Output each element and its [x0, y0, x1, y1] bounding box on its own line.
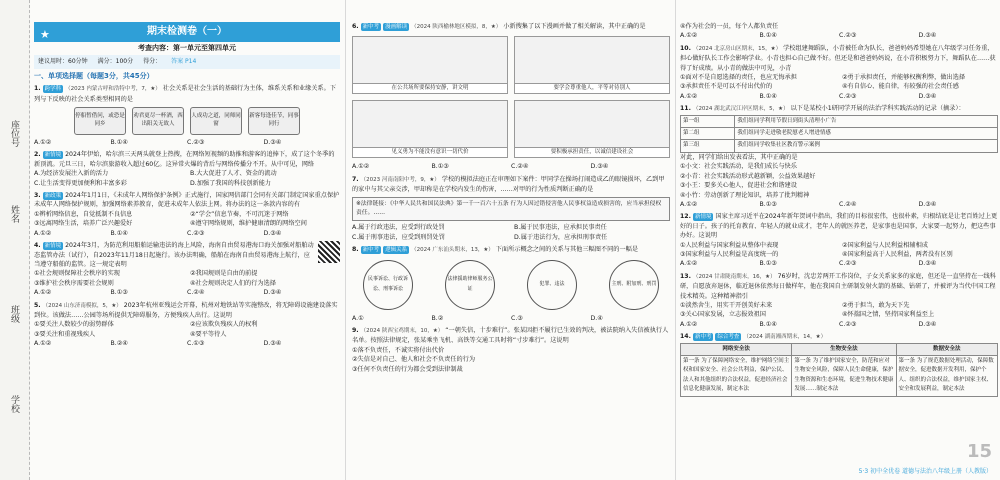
question-text: 2023年杭州亚残运会开幕，杭州对地铁站等实施整改，将无障碍设施建设落实到位。该做法……公园等场所提供无障碍服务，方便残疾人出行。这说明 [34, 301, 338, 319]
question-text: 学校的模拟法庭正在审理如下案件：甲同学在操场打闹造成乙的眼镜损坏，乙到甲的家中与其父亲交涉，甲却称是在学校内发生的伤害，……对甲的行为性质判断正确的是 [352, 175, 665, 194]
option[interactable]: D.③④ [263, 139, 282, 147]
question-source: （2024 陕西榆林地区模拟，8，★） [411, 24, 502, 30]
cartoon-grid [352, 36, 670, 158]
question-source: （2024 甘肃陇南期末，16，★） [692, 273, 776, 280]
exam-scope: 考查内容：第一单元至第四单元 [138, 44, 236, 52]
statement: ③任何不负责任的行为都会受到法律制裁 [352, 365, 463, 373]
option[interactable]: A.①② [34, 289, 52, 297]
question-8 [352, 245, 670, 323]
question-source: （2024 广东汕头期末，13，★） [411, 247, 494, 254]
question-source: （2024 山东济南模拟，5，★） [42, 302, 122, 309]
answer-options [352, 162, 670, 171]
option[interactable]: C.②③ [187, 139, 205, 147]
question-7 [352, 175, 670, 242]
option[interactable]: A.①② [34, 139, 52, 147]
option[interactable]: C.②③ [839, 320, 857, 328]
statement: ①落不负责任，不诚实将付出代价 [352, 346, 445, 354]
class-label: 班级 [9, 305, 19, 323]
option[interactable]: A.①② [680, 320, 698, 328]
column-divider [345, 0, 346, 480]
question-followup: 对此，同学们给出发表看法，其中正确的是 [680, 153, 798, 161]
question-number: 6. [352, 23, 359, 30]
column-3 [680, 0, 998, 480]
exam-meta [34, 55, 340, 68]
name-label: 姓名 [9, 205, 19, 223]
statement: ④要平等待人 [190, 330, 227, 338]
question-tag: 新中考 [362, 24, 380, 30]
activity-table [680, 115, 998, 153]
option[interactable]: D.③④ [918, 200, 937, 208]
option[interactable]: A.属于行政违法，应受到行政处罚 [352, 224, 445, 232]
statement: ④作为社会的一员，每个人都负责任 [680, 23, 779, 30]
question-number: 4. [34, 242, 41, 250]
concept-circle: 民事诉讼、行政诉讼、刑事诉讼 [363, 260, 413, 310]
question-tag: 新中考 [694, 334, 712, 341]
question-14 [680, 332, 998, 396]
question-number: 2. [34, 151, 41, 159]
question-tag: 跨学科 [44, 86, 62, 93]
question-text: 2024年3月，为防范利用船舶运输违法的海上风险，海南自由贸易港海口海关加强对船舶动态监管办法（试行），自2023年11月18日起施行。该办法明确，船舶在海南自由贸易港海上航行，应当遵守船舶的监管。这一规定表明 [34, 242, 314, 268]
question-number: 7. [352, 175, 359, 183]
table-cell: 第一条 为了规范数据处理活动，保障数据安全，促进数据开发利用，保护个人、组织的合法权益，维护国家主权、安全和发展利益，制定本法 [896, 356, 998, 397]
option[interactable]: C.②④ [511, 163, 529, 171]
statement: ②勇于承担责任，并能够权衡利弊，做出选择 [842, 74, 966, 82]
option[interactable]: C.②③ [187, 229, 205, 237]
option[interactable]: C.②③ [839, 32, 857, 40]
option[interactable]: D.属于违法行为，应承担刑事责任 [514, 233, 608, 241]
answer-options [680, 320, 998, 329]
scroll-card: 新客每逢佳节，同事同行 [248, 107, 300, 135]
answer-options [352, 314, 670, 323]
book-footer: 5·3 初中全优卷 道德与法治八年级上册（人教版） [858, 467, 992, 475]
option[interactable]: B.属于民事违法，应承担民事责任 [514, 224, 607, 232]
cartoon-panel [514, 36, 670, 94]
question-text: 社会关系是社会生活的基础行为主体，维系关系和业缘关系。下列与下反映的社会关系类型相同的是 [34, 85, 337, 103]
answer-options [34, 229, 340, 238]
statement-list [34, 269, 340, 288]
question-text: 国家主席习近平在2024年新年贺词中指出，我们的目标很宏伟，也很朴素，归根结底是让老百姓过上更好的日子。孩子的托育教育、年轻人的就业成才，老年人的就医养老，是家事也是国事，大家要一起努力，把这些事办好。这说明 [680, 213, 998, 240]
table-header: 生物安全法 [792, 343, 896, 355]
option[interactable]: C.属于刑事违法，应受到刑罚处罚 [352, 233, 445, 241]
option[interactable]: C.②③ [839, 260, 857, 268]
option[interactable]: A.①② [680, 200, 698, 208]
option[interactable]: D.③④ [263, 289, 282, 297]
option[interactable]: A.①② [680, 92, 698, 100]
statement: ①辨析网络信息，自觉抵制不良信息 [34, 210, 133, 218]
cartoon-panel [352, 36, 508, 94]
question-number: 5. [34, 301, 41, 309]
table-cell: 我们组同学走进敬老院慰老人增进情感 [735, 128, 998, 140]
answer-options [34, 169, 340, 188]
cartoon-caption: 要积极承担责任，以诚信建设社会 [515, 147, 669, 157]
cartoon-caption: 要学会尊重他人，平等对待别人 [515, 83, 669, 93]
statement: ②小青：社会实践活动形式越新颖，公益效果越好 [680, 172, 816, 180]
option[interactable]: D.③④ [918, 320, 937, 328]
question-number: 12. [680, 213, 691, 221]
question-text: 小新搜集了以下漫画并做了相关解读，其中正确的是 [503, 23, 646, 30]
option[interactable]: D.③④ [918, 32, 937, 40]
option[interactable]: B.①③ [431, 163, 449, 171]
statement: ③要关注和重视残疾人 [34, 330, 96, 338]
question-tag: 新情境 [44, 243, 62, 250]
statement-list [680, 73, 998, 92]
statement-list [680, 301, 998, 320]
statement: ①小文：社会实践活动，是我们成长与快乐 [680, 163, 797, 171]
statement: ②我国规则是自由的前提 [190, 270, 258, 278]
column-divider [675, 0, 676, 480]
question-number: 3. [34, 192, 41, 200]
score-field: 得分： [143, 58, 162, 66]
question-source: （2023 河南南阳中考，9，★） [360, 176, 440, 183]
table-header-row [681, 343, 998, 355]
option[interactable]: C.②③ [839, 92, 857, 100]
qr-code-icon [318, 241, 340, 263]
column-2 [352, 0, 670, 480]
scroll-card: 人成功之道，同师同窗 [190, 107, 242, 135]
statement: ②勇于担当，敢为天下先 [842, 301, 910, 309]
question-number: 9. [352, 327, 359, 335]
exam-title-banner [34, 22, 340, 42]
section-heading: 一、单项选择题（每题3分，共45分） [34, 71, 154, 80]
question-9 [352, 326, 670, 374]
question-number: 8. [352, 246, 359, 254]
statement: ④有自信心、能自律，有较强的社会责任感 [842, 83, 959, 91]
question-number: 13. [680, 272, 691, 280]
question-13 [680, 272, 998, 329]
option[interactable]: A.① [352, 314, 364, 322]
question-text: 下面所示概念之间的关系与其他三幅图不同的一幅是 [495, 246, 639, 254]
school-label: 学校 [9, 395, 19, 413]
question-11 [680, 104, 998, 209]
statement: ④小竹：劳动创新了理论知识，培养了批判精神 [680, 191, 810, 199]
option[interactable]: C.②④ [187, 289, 205, 297]
statement: ④遵守网络规则，维护健康清朗的网络空间 [190, 220, 307, 228]
question-text: 2024年伊始，哈尔滨三天两头就登上热搜，在网络短视频的助推和游客的追捧下，成了这个冬季的新顶流。元旦三日，哈尔滨旅游收入超过60亿。这异常火爆的背后与网络传播分不开。从中可见，网络 [34, 151, 335, 168]
table-header: 网络安全法 [681, 343, 792, 355]
scroll-card: 停船暂借问，或恐是同乡 [74, 107, 126, 135]
statement-list [34, 210, 340, 229]
option[interactable]: B.①③ [110, 289, 128, 297]
concept-circle: 主刑、附加刑、刑罚 [609, 260, 659, 310]
question-4 [34, 241, 340, 297]
exam-title: 期末检测卷（一） [147, 26, 227, 37]
answer-options [680, 31, 998, 40]
concept-circle: 法律援助律师服务公证 [445, 260, 495, 310]
question-number: 10. [680, 44, 691, 52]
question-3 [34, 191, 340, 238]
cartoon-panel [352, 100, 508, 158]
statement: ②失信是对自己、他人和社会不负责任的行为 [352, 356, 476, 364]
option[interactable]: A.①② [34, 229, 52, 237]
option[interactable]: D.③④ [918, 92, 937, 100]
question-tag-type: 逻辑关系 [385, 247, 408, 254]
option[interactable]: C.让生活变得更加便利和丰富多彩 [34, 179, 127, 187]
statement: ③维护社会秩序需要社会规则 [34, 279, 114, 287]
table-cell: 第一条 为了维护国家安全，防范和应对生物安全风险，保障人民生命健康，保护生物资源和生态环境，促进生物技术健康发展……制定本法 [792, 356, 896, 397]
full-score: 满分：100分 [97, 58, 134, 66]
option[interactable]: D.③④ [918, 260, 937, 268]
question-tag-type: 综合考查 [717, 334, 740, 341]
option[interactable]: D.③④ [263, 229, 282, 237]
statement: ①面对不是自愿选择的责任，也应无悔承担 [680, 74, 797, 82]
seat-number-label: 座位号 [9, 120, 19, 147]
table-header: 数据安全法 [896, 343, 998, 355]
statement-list [680, 241, 998, 260]
question-tag: 新政策 [44, 193, 62, 200]
column-1 [34, 0, 340, 480]
statement: ①要关注人数较少的弱势群体 [34, 321, 114, 329]
answer-options [680, 92, 998, 101]
statement: ④社会规则决定人们的行为选择 [190, 279, 276, 287]
question-text: 76岁时，沈忠芳两开工作岗位，子女关系家多的家庭，但还是一直坚持在一线科研，自愿放弃退休，临近退休依然每日做样年，他在我国自主研制发射火箭的基础、钻研了，并被评为当代中国工程技术精英。这种精神指引 [680, 272, 996, 300]
cartoon-caption: 见义勇为不能没有意识一切代价 [353, 147, 507, 157]
cartoon-panel [514, 100, 670, 158]
question-5 [34, 301, 340, 349]
question-number: 11. [680, 105, 691, 113]
statement: ①社会规则保障社会秩序的实现 [34, 270, 120, 278]
answer-options [34, 339, 340, 348]
cartoon-caption: 在公共场所要保持安静，讲文明 [353, 83, 507, 93]
question-12 [680, 212, 998, 268]
statement-list [34, 320, 340, 339]
binding-margin [0, 0, 30, 480]
option[interactable]: B.①③ [759, 260, 777, 268]
table-cell: 我们组同学利用节假日到街头清理小广告 [735, 115, 998, 127]
question-tag: 新情境 [44, 152, 62, 159]
question-source: （2024 陕西宝鸡期末，10，★） [360, 328, 444, 335]
table-row [681, 140, 998, 152]
question-text: 以下是某校小1研同学开展的法治学科实践活动的记录（摘录）： [790, 105, 965, 113]
option[interactable]: B.①③ [759, 200, 777, 208]
option[interactable]: B.①④ [110, 229, 128, 237]
statement: ①淡然舍生，用实干开创美好未来 [680, 301, 773, 309]
option[interactable]: B.①④ [759, 320, 777, 328]
statement: ③小王：要多关心他人，促进社会和谐建设 [680, 182, 797, 190]
scroll-illustrations [34, 107, 340, 135]
answer-reference: 答案 P14 [171, 58, 197, 66]
option[interactable]: D.③④ [590, 163, 609, 171]
answer-options [352, 223, 670, 242]
option[interactable]: B.①④ [759, 32, 777, 40]
option[interactable]: A.①② [680, 32, 698, 40]
question-text: 学校组建舞蹈队，小青被任命为队长，爸爸妈妈希望她在八年级学习任务重，担心做好队长工作会影响学业。小青也担心自己做不好。但还是和爸爸妈妈说，在小青积极努力下，舞蹈队在……获得了好成绩。从小青的做法中可见，小青 [680, 44, 996, 72]
option[interactable]: A.为经济发展注入新的活力 [34, 170, 109, 178]
option[interactable]: B.②④ [110, 340, 128, 348]
statement: ④国家利益高于人民利益，两者没有区别 [842, 250, 953, 258]
question-source: （2024 湖北武汉江岸区期末，5，★） [692, 106, 789, 113]
page-number: 15 [966, 440, 992, 462]
question-text: 2024年1月1日，《未成年人网络保护条例》正式施行，国家网信部门会同有关部门制定国家重点保护未成年人网络保护规则，加强网络素养教育，促进未成年人依法上网。将办法的这一条款内容的有 [34, 192, 340, 209]
option[interactable]: A.①② [680, 260, 698, 268]
question-tag-type: 漫画解读 [385, 24, 408, 30]
question-source: （2023 内蒙古呼和浩特中考，7，★） [65, 86, 161, 93]
option[interactable]: C.①③ [187, 340, 205, 348]
law-comparison-table [680, 343, 998, 397]
question-tag: 新中考 [362, 247, 380, 254]
question-source: （2024 湖南湘西期末，14，★） [743, 334, 827, 341]
answer-options [680, 200, 998, 209]
table-row [681, 128, 998, 140]
statement: ②国家利益与人民利益相辅相成 [842, 241, 928, 249]
option[interactable]: C.③ [511, 314, 523, 322]
question-source: （2024 北京房山区期末，15，★） [692, 45, 782, 52]
option[interactable]: B.①④ [759, 92, 777, 100]
statement: ③承担责任不是可以不付出代价的 [680, 83, 773, 91]
suggested-time: 建议用时：60分钟 [38, 58, 88, 66]
statement: ②“学会”信息节奏，不可沉迷于网络 [190, 210, 289, 218]
option[interactable]: B.② [431, 314, 444, 322]
option[interactable]: A.①② [34, 340, 52, 348]
statement: ④怀揣国之情，坚持国家利益至上 [842, 311, 935, 319]
answer-options [34, 288, 340, 297]
statement: ①人民利益与国家利益从整体中表现 [680, 241, 779, 249]
option[interactable]: D.加强了我国的科技创新能力 [190, 179, 271, 187]
table-cell: 我们组同学收集社区教育警示案例 [735, 140, 998, 152]
scroll-card: 劝君更尽一杯酒，西出阳关无故人 [132, 107, 184, 135]
law-link-box: ※法律链接：《中华人民共和国民法典》第一千一百六十五条 行为人因过错侵害他人民事权益造成损害的，应当承担侵权责任。…… [352, 197, 670, 222]
statement: ③远离网络生活，培养广泛兴趣爱好 [34, 220, 133, 228]
answer-options [680, 259, 998, 268]
question-number: 1. [34, 85, 41, 93]
table-row [681, 356, 998, 397]
option[interactable]: C.②④ [839, 200, 857, 208]
table-cell: 第一组 [681, 115, 735, 127]
table-cell: 第二组 [681, 128, 735, 140]
question-number: 14. [680, 333, 691, 341]
option[interactable]: A.①② [352, 163, 370, 171]
answer-options [34, 138, 340, 147]
question-10 [680, 44, 998, 101]
table-cell: 第三组 [681, 140, 735, 152]
question-tag: 新情境 [694, 214, 712, 221]
statement: ③国家利益与人民利益是高度统一的 [680, 250, 779, 258]
table-cell: 第一条 为了保障网络安全，维护网络空间主权和国家安全、社会公共利益，保护公民、法人和其他组织的合法权益，促进经济社会信息化健康发展，制定本法 [681, 356, 792, 397]
table-row [681, 115, 998, 127]
question-text: “一朝失信，十步难行”。张某因拒不履行已生效的判决，被法院纳入失信被执行人名单。按照法律规定，张某乘坐飞机、高铁等交通工具时将“寸步难行”。这说明 [352, 327, 669, 345]
statement: ③关心国家发展，立志报效祖国 [680, 311, 766, 319]
option[interactable]: B.大大促进了人才、资金的流动 [190, 170, 277, 178]
question-6 [352, 22, 670, 172]
question-2 [34, 150, 340, 188]
concept-circle: 犯罪、违法 [527, 260, 577, 310]
option[interactable]: B.①④ [110, 139, 128, 147]
venn-diagrams [352, 260, 670, 310]
star-icon: ★ [40, 28, 50, 41]
option[interactable]: D.③④ [263, 340, 282, 348]
statement: ②应该欺负残疾人的权利 [190, 321, 258, 329]
option[interactable]: D.④ [590, 314, 603, 322]
question-1 [34, 84, 340, 147]
